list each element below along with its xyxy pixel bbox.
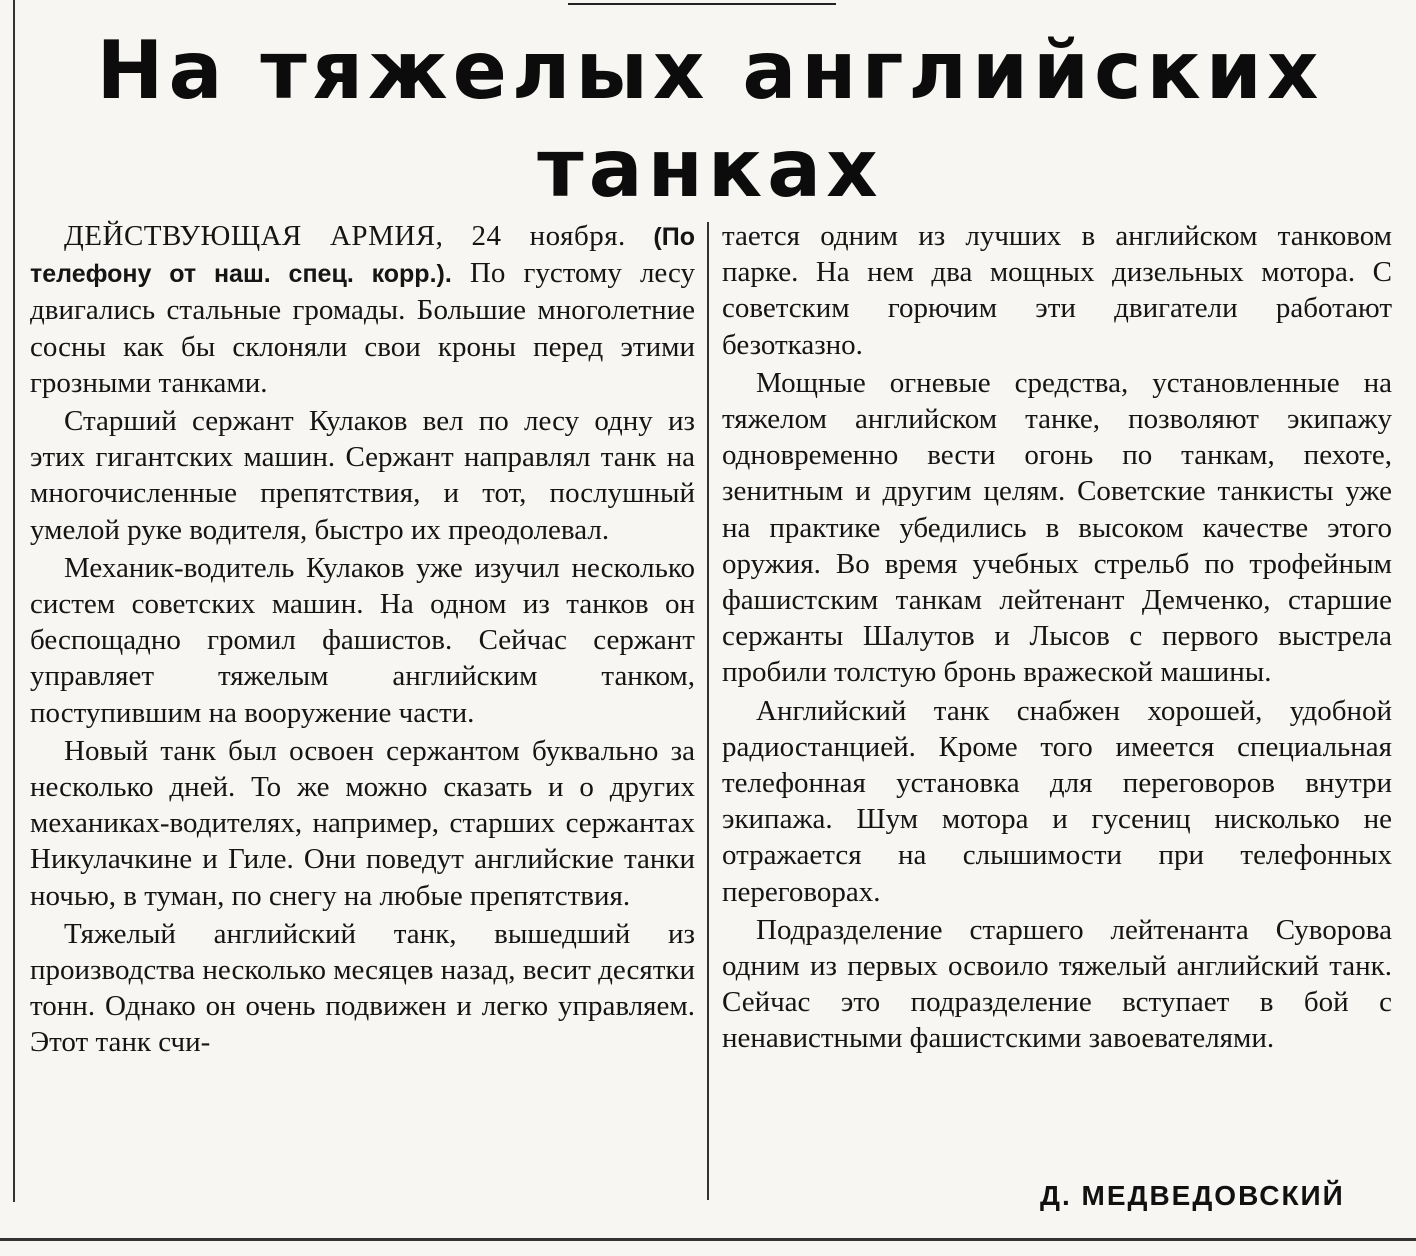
- bottom-rule: [0, 1238, 1416, 1241]
- top-rule: [568, 3, 836, 5]
- article-headline: На тяжелых английских танках: [96, 24, 1324, 215]
- article-paragraph: Старший сержант Кулаков вел по лесу одну из этих гигантских машин. Сержант направлял танк на многочисленные препятствия, и тот, послушный умелой руке водителя, быстро их преодолевал.: [30, 405, 695, 546]
- article-column-right: [722, 218, 1392, 1059]
- dateline-place-date: ДЕЙСТВУЮЩАЯ АРМИЯ, 24 ноября.: [64, 220, 626, 252]
- article-paragraph: Мощные огневые средства, установленные на тяжелом английском танке, позволяют экипажу одновременно вести огонь по танкам, пехоте, зенитным и другим целям. Советские танкисты уже на практике убедились в высоком качестве этого оружия. Во время учебных стрельб по трофейным фашистским танкам лейтенант Демченко, старшие сержанты Шалутов и Лысов с первого выстрела пробили толстую бронь вражеской машины.: [722, 366, 1392, 689]
- article-paragraph: Новый танк был освоен сержантом буквально за несколько дней. То же можно сказать и о других механиках-водителях, например, старших сержантах Никулачкине и Гиле. Они поведут английские танки ночью, в туман, по снегу на любые препятствия.: [30, 734, 695, 912]
- column-divider: [707, 222, 709, 1200]
- article-paragraph: Подразделение старшего лейтенанта Суворова одним из первых освоило тяжелый английский танк. Сейчас это подразделение вступает в бой с ненавистными фашистскими завоевателями.: [722, 913, 1392, 1055]
- article-paragraph-continued: тается одним из лучших в английском танковом парке. На нем два мощных дизельных мотора. С советским горючим эти двигатели работают безотказно.: [722, 220, 1392, 361]
- article-paragraph: Механик-водитель Кулаков уже изучил несколько систем советских машин. На одном из танков он беспощадно громил фашистов. Сейчас сержант управляет тяжелым английским танком, поступившим на вооружение части.: [30, 551, 695, 729]
- article-paragraph: Английский танк снабжен хорошей, удобной радиостанцией. Кроме того имеется специальная телефонная установка для переговоров внутри экипажа. Шум мотора и гусениц нисколько не отражается на слышимости при телефонных переговорах.: [722, 694, 1392, 908]
- article-byline: Д. МЕДВЕДОВСКИЙ: [1040, 1180, 1345, 1211]
- dateline-source: (По телефону от наш. спец. корр.).: [30, 223, 695, 289]
- left-border-rule: [13, 0, 15, 1202]
- article-paragraph-text: По густому лесу двигались стальные громады. Большие многолетние сосны как бы склоняли свои кроны перед этими грозными танками.: [30, 257, 696, 399]
- article-paragraph-lead: [30, 218, 695, 401]
- article-paragraph: Тяжелый английский танк, вышедший из производства несколько месяцев назад, весит десятки тонн. Однако он очень подвижен и легко управляем. Этот танк счи-: [30, 917, 695, 1059]
- article-column-left: [30, 218, 695, 1063]
